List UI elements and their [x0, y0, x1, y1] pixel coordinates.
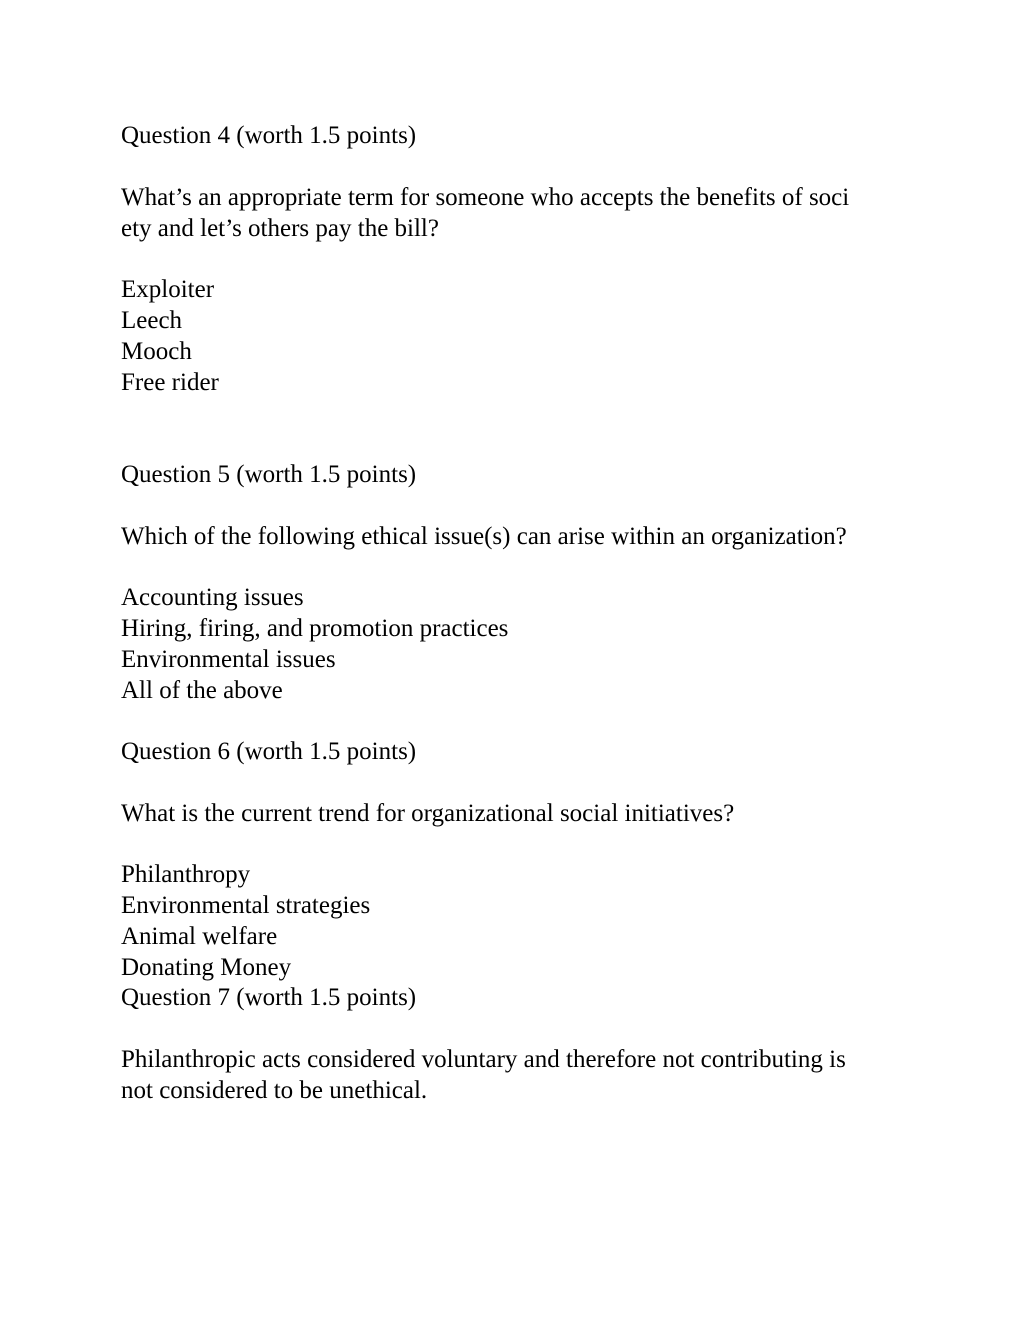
question-4-prompt-line-1: What’s an appropriate term for someone who accepts the benefits of soci: [121, 184, 850, 211]
question-6-option-3: Animal welfare: [121, 923, 278, 950]
question-6-option-2: Environmental strategies: [121, 892, 371, 919]
question-4-option-4: Free rider: [121, 369, 219, 396]
question-4-option-2: Leech: [121, 307, 183, 334]
question-5-option-3: Environmental issues: [121, 646, 336, 673]
question-5-prompt-line-1: Which of the following ethical issue(s) can arise within an organization?: [121, 523, 847, 550]
question-5-option-4: All of the above: [121, 677, 283, 704]
question-7-heading: Question 7 (worth 1.5 points): [121, 984, 417, 1011]
question-7-prompt-line-1: Philanthropic acts considered voluntary and therefore not contributing is: [121, 1046, 846, 1073]
question-6-prompt-line-1: What is the current trend for organizational social initiatives?: [121, 800, 735, 827]
question-4-option-1: Exploiter: [121, 276, 215, 303]
question-5-option-2: Hiring, firing, and promotion practices: [121, 615, 509, 642]
question-5-option-1: Accounting issues: [121, 584, 304, 611]
question-6-option-1: Philanthropy: [121, 861, 251, 888]
question-5-heading: Question 5 (worth 1.5 points): [121, 461, 417, 488]
question-7-prompt-line-2: not considered to be unethical.: [121, 1077, 428, 1104]
question-6-heading: Question 6 (worth 1.5 points): [121, 738, 417, 765]
question-4-prompt-line-2: ety and let’s others pay the bill?: [121, 215, 439, 242]
question-4-option-3: Mooch: [121, 338, 192, 365]
question-4-heading: Question 4 (worth 1.5 points): [121, 122, 417, 149]
question-6-option-4: Donating Money: [121, 954, 292, 981]
